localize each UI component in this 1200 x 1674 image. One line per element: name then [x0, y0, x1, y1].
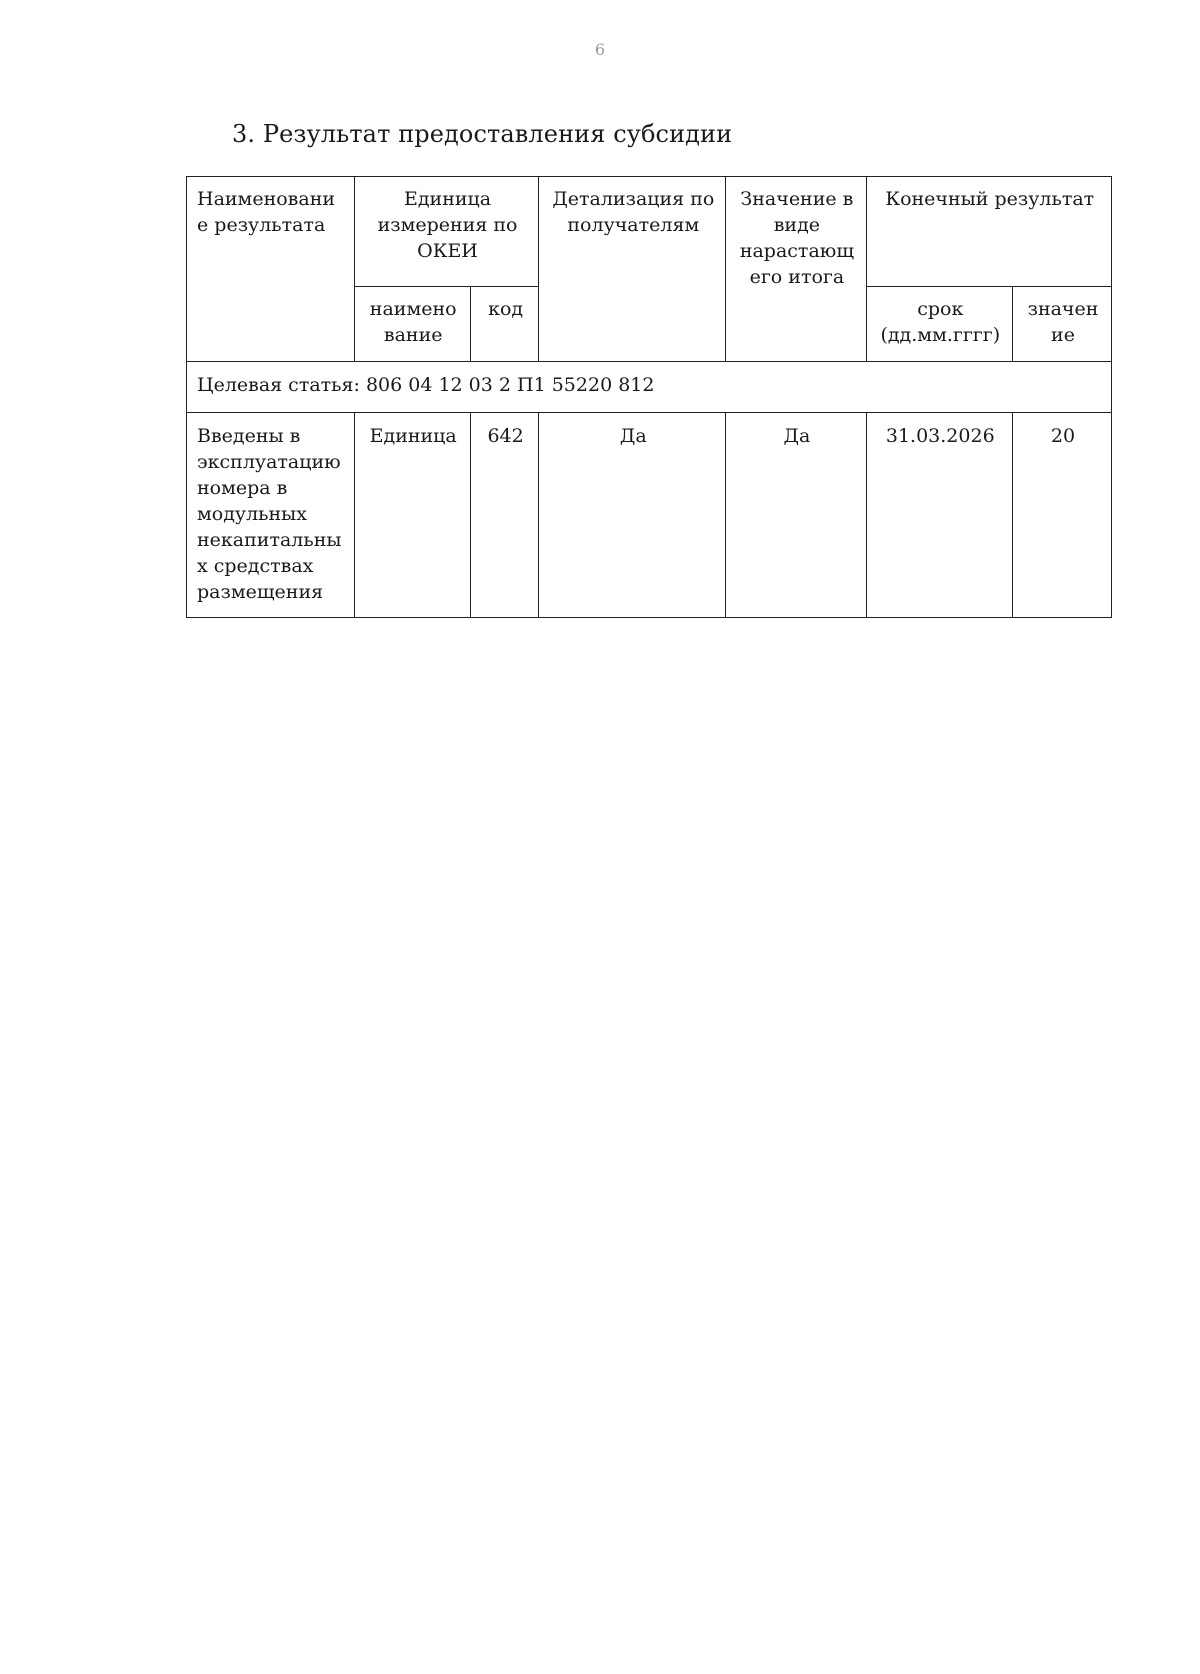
cell-value: 20	[1012, 413, 1111, 618]
target-article: Целевая статья: 806 04 12 03 2 П1 55220 812	[187, 362, 1112, 413]
header-deadline: срок (дд.мм.гггг)	[866, 287, 1012, 362]
page-number: 6	[594, 40, 606, 59]
header-final-group: Конечный результат	[866, 177, 1111, 287]
cell-unit-code: 642	[470, 413, 539, 618]
table-row	[187, 413, 1112, 618]
header-value: значен ие	[1012, 287, 1111, 362]
target-article-row	[187, 362, 1112, 413]
section-title: 3. Результат предоставления субсидии	[232, 120, 733, 148]
cell-deadline: 31.03.2026	[866, 413, 1012, 618]
header-result-name: Наименование результата	[187, 177, 355, 362]
cell-result-name: Введены в эксплуатацию номера в модульных некапитальны х средствах размещения	[187, 413, 355, 618]
header-unit-name: наимено вание	[354, 287, 470, 362]
header-unit-code: код	[470, 287, 539, 362]
header-unit-group: Единица измерения по ОКЕИ	[354, 177, 539, 287]
cell-cumulative: Да	[726, 413, 866, 618]
cell-unit-name: Единица	[354, 413, 470, 618]
header-row-top	[187, 177, 1112, 287]
header-cumulative: Значение в виде нарастающ его итога	[726, 177, 866, 362]
results-table	[186, 176, 1112, 618]
cell-detail: Да	[539, 413, 726, 618]
header-detail: Детализация по получателям	[539, 177, 726, 362]
